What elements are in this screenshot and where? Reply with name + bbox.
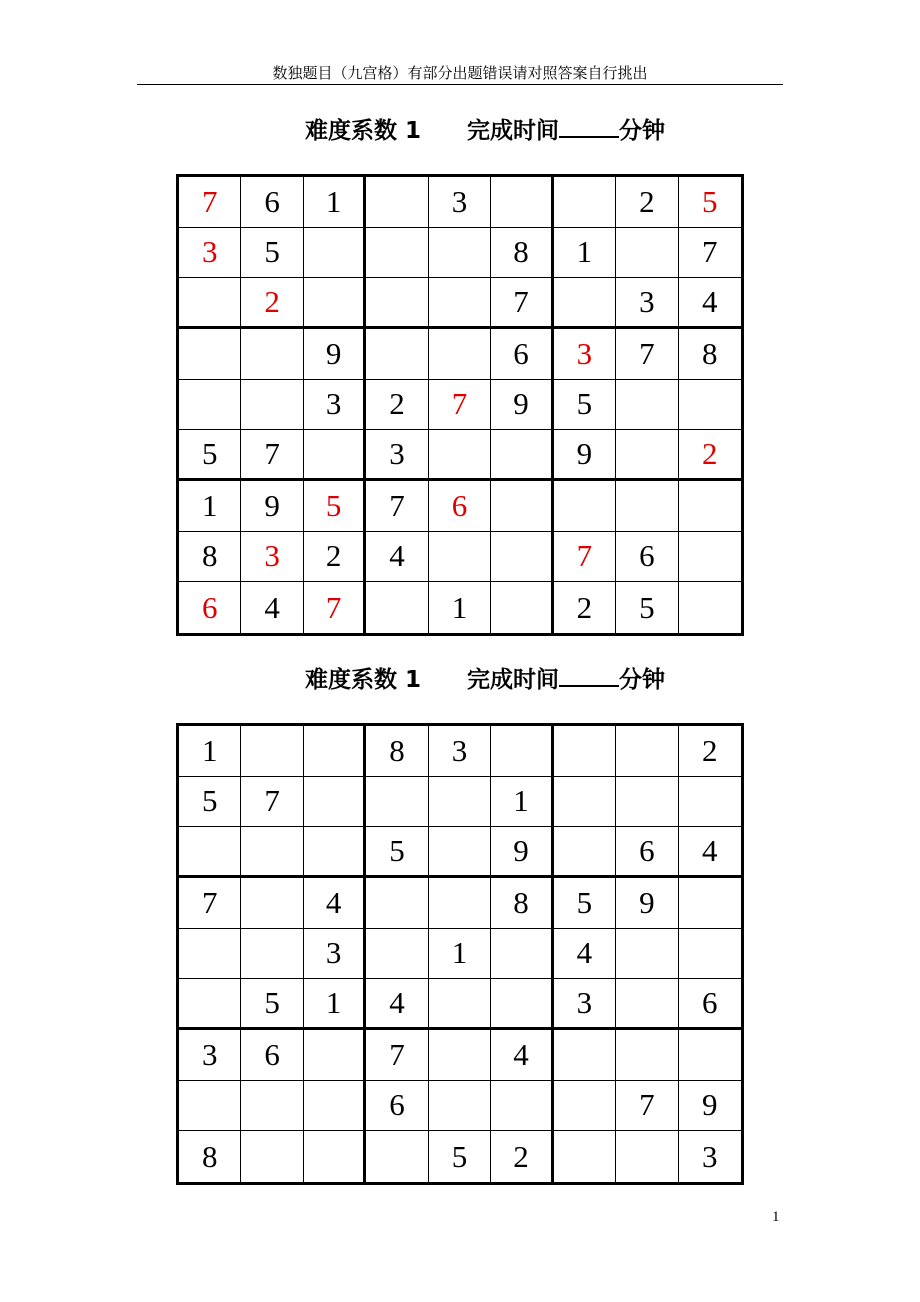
sudoku-cell bbox=[554, 1030, 616, 1081]
difficulty-label: 难度系数 1 bbox=[304, 667, 421, 693]
sudoku-cell bbox=[366, 929, 428, 980]
header-rule bbox=[137, 84, 783, 85]
sudoku-cell bbox=[366, 582, 428, 633]
sudoku-cell: 1 bbox=[491, 777, 553, 828]
sudoku-cell: 4 bbox=[366, 979, 428, 1030]
sudoku-cell: 3 bbox=[241, 532, 303, 583]
puzzle-1-title bbox=[0, 116, 920, 145]
sudoku-cell bbox=[616, 430, 678, 481]
sudoku-cell bbox=[616, 1131, 678, 1182]
sudoku-cell: 3 bbox=[179, 228, 241, 279]
sudoku-cell bbox=[429, 532, 491, 583]
sudoku-cell bbox=[304, 430, 366, 481]
sudoku-cell: 9 bbox=[491, 380, 553, 431]
sudoku-cell bbox=[491, 430, 553, 481]
sudoku-cell bbox=[366, 329, 428, 380]
sudoku-cell: 7 bbox=[679, 228, 741, 279]
sudoku-cell bbox=[679, 582, 741, 633]
sudoku-cell bbox=[554, 177, 616, 228]
sudoku-cell: 7 bbox=[241, 430, 303, 481]
sudoku-cell bbox=[429, 878, 491, 929]
time-blank bbox=[559, 116, 619, 138]
sudoku-cell: 5 bbox=[616, 582, 678, 633]
sudoku-cell: 4 bbox=[679, 827, 741, 878]
time-label: 完成时间 bbox=[467, 667, 559, 693]
sudoku-cell bbox=[366, 177, 428, 228]
sudoku-cell bbox=[179, 979, 241, 1030]
sudoku-cell: 3 bbox=[304, 380, 366, 431]
sudoku-cell: 3 bbox=[429, 726, 491, 777]
sudoku-cell: 7 bbox=[554, 532, 616, 583]
difficulty-label: 难度系数 1 bbox=[304, 118, 421, 144]
sudoku-cell bbox=[554, 481, 616, 532]
sudoku-cell bbox=[304, 1131, 366, 1182]
sudoku-cell bbox=[179, 329, 241, 380]
sudoku-cell: 5 bbox=[179, 430, 241, 481]
sudoku-cell bbox=[679, 481, 741, 532]
sudoku-cell bbox=[429, 329, 491, 380]
sudoku-cell: 4 bbox=[241, 582, 303, 633]
sudoku-cell: 3 bbox=[616, 278, 678, 329]
sudoku-grid-2 bbox=[176, 723, 744, 1185]
sudoku-cell bbox=[491, 582, 553, 633]
sudoku-cell bbox=[491, 177, 553, 228]
sudoku-cell bbox=[679, 777, 741, 828]
sudoku-cell bbox=[554, 1131, 616, 1182]
sudoku-cell bbox=[679, 532, 741, 583]
sudoku-cell bbox=[179, 278, 241, 329]
time-label: 完成时间 bbox=[467, 118, 559, 144]
sudoku-cell: 4 bbox=[366, 532, 428, 583]
sudoku-cell bbox=[491, 532, 553, 583]
sudoku-cell bbox=[616, 481, 678, 532]
sudoku-cell bbox=[429, 278, 491, 329]
sudoku-cell: 6 bbox=[179, 582, 241, 633]
sudoku-cell: 4 bbox=[304, 878, 366, 929]
sudoku-cell: 9 bbox=[491, 827, 553, 878]
sudoku-cell bbox=[304, 1030, 366, 1081]
page-number: 1 bbox=[772, 1209, 780, 1225]
sudoku-cell bbox=[179, 929, 241, 980]
sudoku-cell bbox=[491, 481, 553, 532]
sudoku-cell: 3 bbox=[554, 329, 616, 380]
sudoku-grid-1 bbox=[176, 174, 744, 636]
sudoku-cell: 5 bbox=[554, 878, 616, 929]
sudoku-cell: 6 bbox=[366, 1081, 428, 1132]
sudoku-cell bbox=[241, 1081, 303, 1132]
sudoku-cell: 8 bbox=[491, 878, 553, 929]
sudoku-cell bbox=[616, 979, 678, 1030]
sudoku-cell: 7 bbox=[179, 177, 241, 228]
sudoku-cell: 5 bbox=[366, 827, 428, 878]
sudoku-cell bbox=[366, 777, 428, 828]
sudoku-cell: 5 bbox=[241, 979, 303, 1030]
sudoku-cell: 2 bbox=[679, 726, 741, 777]
sudoku-cell: 6 bbox=[241, 1030, 303, 1081]
sudoku-cell: 4 bbox=[491, 1030, 553, 1081]
sudoku-cell: 8 bbox=[679, 329, 741, 380]
sudoku-cell bbox=[679, 380, 741, 431]
sudoku-cell bbox=[241, 726, 303, 777]
sudoku-cell: 6 bbox=[616, 827, 678, 878]
sudoku-cell: 3 bbox=[304, 929, 366, 980]
sudoku-cell bbox=[554, 1081, 616, 1132]
sudoku-cell bbox=[241, 329, 303, 380]
sudoku-cell bbox=[179, 827, 241, 878]
sudoku-cell: 4 bbox=[554, 929, 616, 980]
sudoku-cell bbox=[429, 430, 491, 481]
sudoku-cell bbox=[366, 1131, 428, 1182]
sudoku-cell bbox=[366, 878, 428, 929]
sudoku-cell: 8 bbox=[179, 532, 241, 583]
sudoku-cell bbox=[304, 726, 366, 777]
sudoku-cell: 5 bbox=[554, 380, 616, 431]
sudoku-cell bbox=[429, 979, 491, 1030]
sudoku-cell: 2 bbox=[366, 380, 428, 431]
sudoku-cell bbox=[429, 1081, 491, 1132]
sudoku-cell: 1 bbox=[179, 481, 241, 532]
minutes-label: 分钟 bbox=[619, 667, 665, 693]
sudoku-cell: 7 bbox=[179, 878, 241, 929]
page-header: 数独题目（九宫格）有部分出题错误请对照答案自行挑出 bbox=[272, 64, 648, 82]
sudoku-cell: 1 bbox=[304, 979, 366, 1030]
sudoku-cell: 2 bbox=[554, 582, 616, 633]
sudoku-cell: 9 bbox=[554, 430, 616, 481]
sudoku-cell bbox=[429, 827, 491, 878]
sudoku-cell bbox=[616, 1030, 678, 1081]
sudoku-cell bbox=[366, 228, 428, 279]
minutes-label: 分钟 bbox=[619, 118, 665, 144]
sudoku-cell: 8 bbox=[491, 228, 553, 279]
sudoku-cell: 5 bbox=[241, 228, 303, 279]
sudoku-cell: 2 bbox=[304, 532, 366, 583]
sudoku-cell bbox=[554, 827, 616, 878]
sudoku-cell bbox=[304, 777, 366, 828]
sudoku-cell: 5 bbox=[179, 777, 241, 828]
sudoku-cell bbox=[304, 278, 366, 329]
sudoku-cell bbox=[491, 726, 553, 777]
sudoku-cell: 5 bbox=[679, 177, 741, 228]
sudoku-cell: 3 bbox=[366, 430, 428, 481]
sudoku-cell: 3 bbox=[179, 1030, 241, 1081]
sudoku-cell bbox=[554, 777, 616, 828]
sudoku-cell: 3 bbox=[554, 979, 616, 1030]
sudoku-cell: 7 bbox=[366, 481, 428, 532]
sudoku-cell bbox=[366, 278, 428, 329]
sudoku-cell bbox=[616, 929, 678, 980]
sudoku-cell bbox=[241, 929, 303, 980]
sudoku-cell: 2 bbox=[679, 430, 741, 481]
sudoku-cell bbox=[554, 278, 616, 329]
sudoku-cell bbox=[491, 979, 553, 1030]
sudoku-cell bbox=[304, 827, 366, 878]
sudoku-cell bbox=[429, 1030, 491, 1081]
sudoku-cell: 9 bbox=[679, 1081, 741, 1132]
sudoku-cell bbox=[679, 1030, 741, 1081]
sudoku-cell: 9 bbox=[241, 481, 303, 532]
sudoku-cell: 6 bbox=[429, 481, 491, 532]
sudoku-cell bbox=[241, 827, 303, 878]
sudoku-cell: 2 bbox=[241, 278, 303, 329]
sudoku-cell bbox=[179, 380, 241, 431]
sudoku-cell: 8 bbox=[366, 726, 428, 777]
sudoku-cell bbox=[241, 1131, 303, 1182]
sudoku-cell bbox=[616, 726, 678, 777]
sudoku-cell bbox=[679, 878, 741, 929]
sudoku-cell bbox=[179, 1081, 241, 1132]
sudoku-cell: 7 bbox=[616, 1081, 678, 1132]
sudoku-cell bbox=[616, 777, 678, 828]
sudoku-cell: 2 bbox=[491, 1131, 553, 1182]
sudoku-cell bbox=[429, 228, 491, 279]
sudoku-cell: 6 bbox=[616, 532, 678, 583]
sudoku-cell bbox=[304, 1081, 366, 1132]
sudoku-cell: 7 bbox=[241, 777, 303, 828]
sudoku-cell: 6 bbox=[679, 979, 741, 1030]
sudoku-cell bbox=[491, 1081, 553, 1132]
sudoku-cell: 7 bbox=[429, 380, 491, 431]
sudoku-cell: 9 bbox=[616, 878, 678, 929]
sudoku-cell: 5 bbox=[429, 1131, 491, 1182]
sudoku-cell: 1 bbox=[304, 177, 366, 228]
puzzle-2-title bbox=[0, 665, 920, 694]
sudoku-cell: 9 bbox=[304, 329, 366, 380]
sudoku-cell: 7 bbox=[616, 329, 678, 380]
sudoku-cell: 6 bbox=[241, 177, 303, 228]
sudoku-cell bbox=[491, 929, 553, 980]
sudoku-cell bbox=[679, 929, 741, 980]
time-blank bbox=[559, 665, 619, 687]
sudoku-cell: 6 bbox=[491, 329, 553, 380]
sudoku-cell: 2 bbox=[616, 177, 678, 228]
sudoku-cell bbox=[241, 878, 303, 929]
sudoku-cell: 5 bbox=[304, 481, 366, 532]
sudoku-cell: 8 bbox=[179, 1131, 241, 1182]
sudoku-cell: 1 bbox=[429, 929, 491, 980]
sudoku-cell: 7 bbox=[491, 278, 553, 329]
sudoku-cell: 7 bbox=[366, 1030, 428, 1081]
sudoku-cell: 1 bbox=[554, 228, 616, 279]
sudoku-cell: 7 bbox=[304, 582, 366, 633]
sudoku-cell: 4 bbox=[679, 278, 741, 329]
sudoku-cell bbox=[429, 777, 491, 828]
sudoku-cell bbox=[241, 380, 303, 431]
sudoku-cell bbox=[616, 228, 678, 279]
sudoku-cell bbox=[616, 380, 678, 431]
sudoku-cell bbox=[554, 726, 616, 777]
sudoku-cell: 1 bbox=[429, 582, 491, 633]
sudoku-cell: 3 bbox=[702, 1138, 718, 1174]
sudoku-cell bbox=[304, 228, 366, 279]
sudoku-cell: 1 bbox=[179, 726, 241, 777]
sudoku-cell: 3 bbox=[429, 177, 491, 228]
